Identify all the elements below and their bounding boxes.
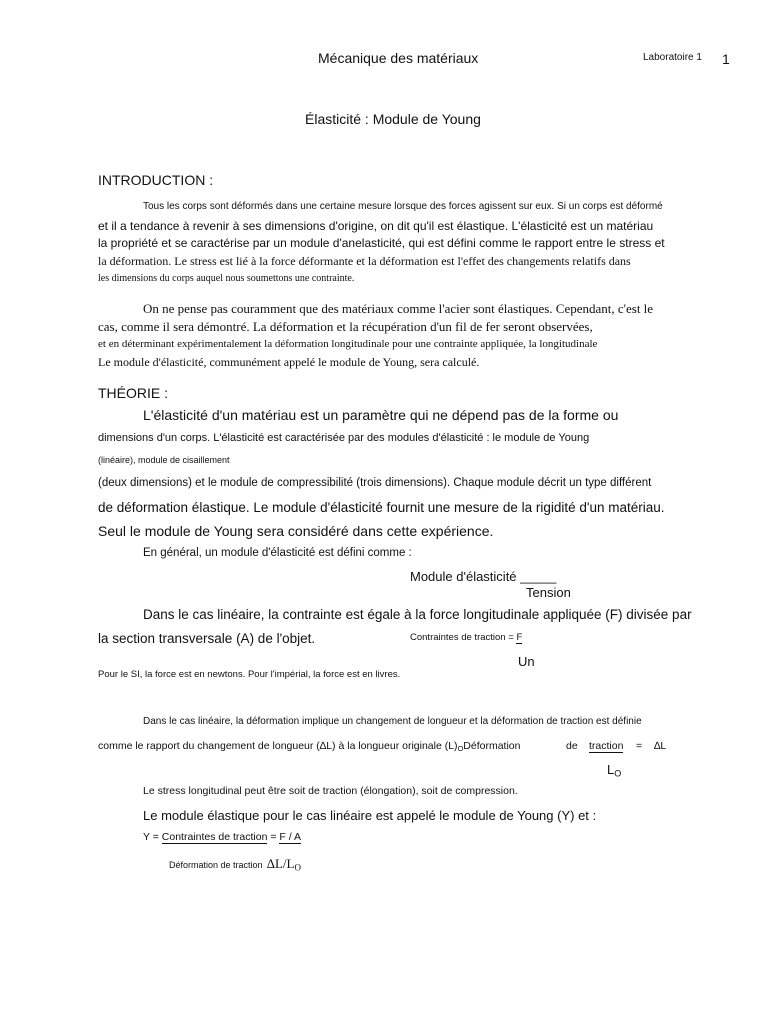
theory-line-3: (linéaire), module de cisaillement <box>98 455 230 465</box>
formula-strain-den-l: L <box>607 762 615 777</box>
theory-line-6: Seul le module de Young sera considéré dans cette expérience. <box>98 523 494 539</box>
formula-stress-equals: = <box>508 632 514 643</box>
formula-stress-label: Contraintes de traction <box>410 632 506 643</box>
formula-strain-den-sub: O <box>614 768 622 779</box>
intro-p1-line-3: la propriété et se caractérise par un module d'anelasticité, qui est défini comme le rapport entre le stress et <box>98 236 665 250</box>
theory-heading: THÉORIE : <box>98 385 169 401</box>
formula-modulus-denominator: Tension <box>526 585 571 600</box>
theory-line-4: (deux dimensions) et le module de compressibilité (trois dimensions). Chaque module décrit un type différent <box>98 477 652 489</box>
formula-stress <box>410 632 522 644</box>
intro-p2-line-3: et en déterminant expérimentalement la déformation longitudinale pour une contrainte appliquée, la longitudinale <box>98 338 598 350</box>
formula-modulus-blank: _____ <box>520 569 557 584</box>
theory-line-7: En général, un module d'élasticité est défini comme : <box>143 547 412 559</box>
theory-line-14: Le module élastique pour le cas linéaire est appelé le module de Young (Y) et : <box>143 808 597 823</box>
intro-p2-line-1: On ne pense pas couramment que des matériaux comme l'acier sont élastiques. Cependant, c'est le <box>143 301 654 316</box>
theory-line-1: L'élasticité d'un matériau est un paramètre qui ne dépend pas de la forme ou <box>143 407 619 423</box>
formula-stress-denominator: Un <box>518 654 535 669</box>
intro-p2-line-4: Le module d'élasticité, communément appelé le module de Young, sera calculé. <box>98 355 480 369</box>
formula-strain-equals: = <box>636 740 643 752</box>
intro-p1-line-4: la déformation. Le stress est lié à la force déformante et la déformation est l'effet des changements relatifs dans <box>98 254 631 268</box>
formula-young-y: Y = <box>143 831 162 843</box>
intro-p1-line-5: les dimensions du corps auquel nous soumettons une contrainte. <box>98 273 355 284</box>
document-title: Élasticité : Module de Young <box>305 111 481 127</box>
formula-young-den-label: Déformation de traction <box>169 860 263 870</box>
theory-line-5: de déformation élastique. Le module d'élasticité fournit une mesure de la rigidité d'un matériau. <box>98 500 665 515</box>
theory-line-11: Dans le cas linéaire, la déformation implique un changement de longueur et la déformation de traction est définie <box>143 716 642 727</box>
formula-strain-word-2: de <box>566 740 578 752</box>
formula-strain-word-3 <box>589 740 623 753</box>
formula-modulus-label: Module d'élasticité <box>410 569 517 584</box>
page-number: 1 <box>722 51 730 67</box>
intro-p1-line-1: Tous les corps sont déformés dans une certaine mesure lorsque des forces agissent sur eux. Si un corps est déformé <box>143 201 663 212</box>
theory-line-13: Le stress longitudinal peut être soit de traction (élongation), soit de compression. <box>143 785 518 797</box>
formula-strain-denominator <box>607 762 621 778</box>
theory-line-12-subscript: O <box>457 743 464 753</box>
theory-line-12-text: comme le rapport du changement de longueur (∆L) à la longueur originale (L) <box>98 740 458 752</box>
formula-young-fa: F / A <box>279 831 301 843</box>
formula-young-den-value: ∆L/L <box>267 856 295 871</box>
intro-p1-line-2: et il a tendance à revenir à ses dimensions d'origine, on dit qu'il est élastique. L'élasticité est un matériau <box>98 219 654 233</box>
formula-young-equals: = <box>267 831 280 843</box>
formula-strain-word-1: Déformation <box>463 740 521 752</box>
theory-line-9: la section transversale (A) de l'objet. <box>98 631 316 646</box>
formula-strain-traction: traction <box>589 740 624 752</box>
formula-young <box>143 831 301 844</box>
formula-stress-force: F <box>516 632 523 643</box>
formula-young-denominator <box>169 855 301 873</box>
formula-modulus <box>410 569 556 584</box>
formula-young-den-sub: O <box>294 862 301 873</box>
introduction-heading: INTRODUCTION : <box>98 172 214 188</box>
theory-line-10: Pour le SI, la force est en newtons. Pour l'impérial, la force est en livres. <box>98 669 401 680</box>
formula-strain-numerator: ∆L <box>654 740 667 752</box>
header-title: Mécanique des matériaux <box>318 50 479 66</box>
header-lab-label: Laboratoire 1 <box>643 52 702 63</box>
theory-line-12 <box>98 740 520 753</box>
theory-line-2: dimensions d'un corps. L'élasticité est caractérisée par des modules d'élasticité : le module de Young <box>98 432 590 444</box>
formula-young-stress: Contraintes de traction <box>161 831 268 843</box>
intro-p2-line-2: cas, comme il sera démontré. La déformation et la récupération d'un fil de fer seront observées, <box>98 319 593 334</box>
theory-line-8: Dans le cas linéaire, la contrainte est égale à la force longitudinale appliquée (F) divisée par <box>143 607 692 622</box>
